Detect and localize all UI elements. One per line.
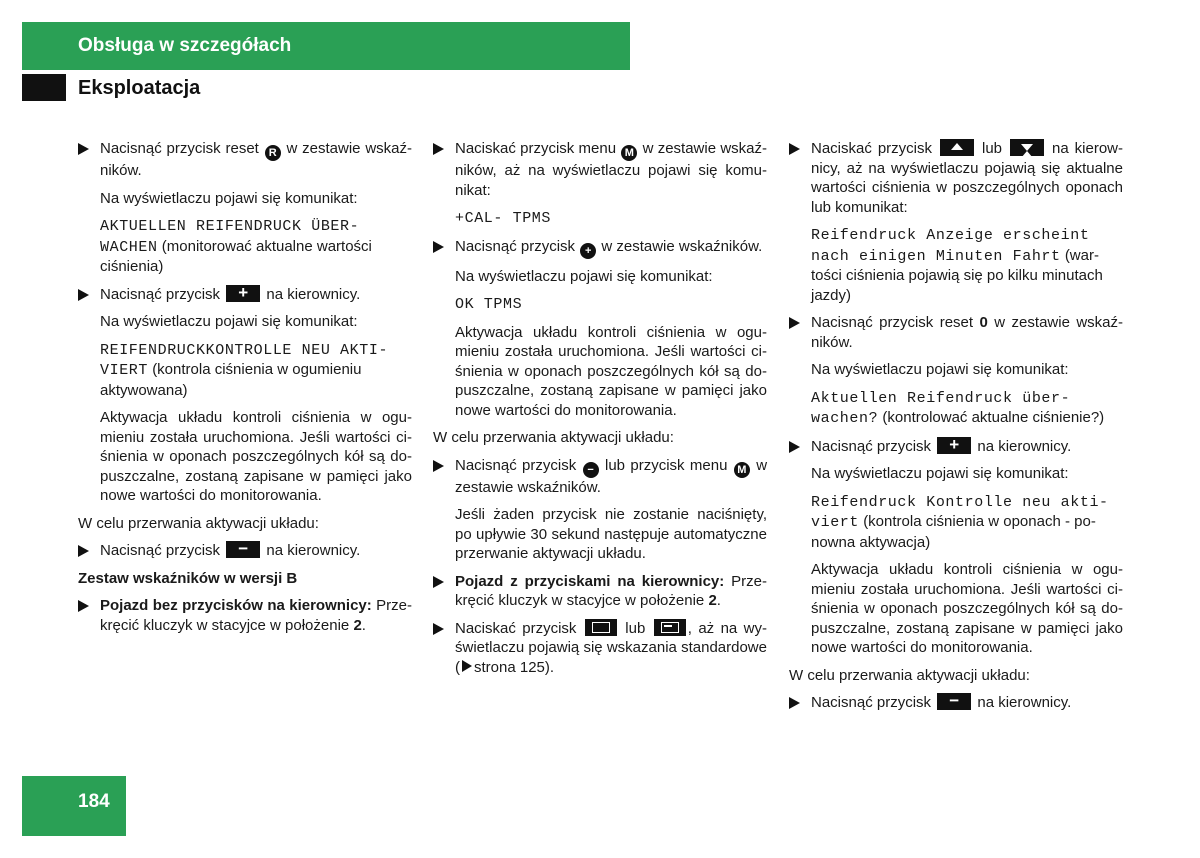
subsection-marker	[22, 74, 66, 101]
step	[433, 619, 767, 678]
step-text: Nacisnąć przycisk	[811, 694, 932, 711]
paragraph: Na wyświetlaczu pojawi się komunikat:	[100, 313, 358, 330]
step-text: .	[716, 592, 721, 609]
step-text: Nacisnąć przycisk reset	[811, 314, 974, 331]
step-text: , aż na wyświetlaczu pojawią się wskazania standardowe (	[455, 619, 768, 676]
page-reference-icon	[462, 660, 472, 672]
up-key-icon	[940, 139, 974, 156]
message-text: AKTUELLEN REIFENDRUCK ÜBER-WACHEN	[100, 218, 360, 256]
plus-key-icon	[937, 434, 971, 454]
key-glyph: −	[949, 691, 960, 710]
step-text: Nacisnąć przycisk reset	[100, 140, 259, 157]
down-key-icon	[1010, 139, 1044, 156]
key-position: 2	[708, 592, 717, 609]
step-text: Nacisnąć przycisk	[100, 285, 221, 303]
display-message	[811, 388, 1123, 429]
step	[789, 693, 1123, 713]
minus-key-icon	[226, 541, 260, 558]
subheading: Zestaw wskaźników w wersji B	[78, 569, 298, 587]
column-1	[78, 139, 412, 643]
step-text: na kierownicy.	[977, 437, 1072, 455]
paragraph: Na wyświetlaczu pojawi się komunikat:	[811, 465, 1069, 482]
step	[78, 282, 412, 305]
display-message	[455, 294, 767, 315]
step	[789, 139, 1123, 217]
step-arrow-icon	[789, 143, 800, 155]
step-text: Nacisnąć przycisk	[100, 542, 221, 559]
icon-frame	[661, 622, 679, 633]
reset-button-label: 0	[979, 314, 988, 331]
display-next-icon	[585, 619, 617, 636]
icon-line	[664, 625, 672, 627]
step-arrow-icon	[433, 143, 444, 155]
reset-button-icon: R	[265, 145, 281, 161]
step-condition: Pojazd z przyciskami na kierownicy:	[455, 572, 725, 590]
step-arrow-icon	[78, 545, 89, 557]
step	[433, 139, 767, 200]
step-text: na kierownicy.	[266, 542, 361, 559]
plus-button-icon: +	[580, 243, 596, 259]
paragraph: Aktywacja układu kontroli ciśnienia w ogumieniu została uruchomiona. Jeśli wartości ciśnienia w oponach poszczególnych kół są dopuszczalne, zostaną zapisane w pamięci jako nowe wartości do monitorowania.	[811, 561, 1123, 656]
step-arrow-icon	[789, 441, 800, 453]
message-translation: (monitorować aktualne wartości ciśnienia)	[100, 237, 372, 275]
minus-button-icon: −	[583, 462, 599, 478]
step-text: w zestawie wskaźników.	[455, 456, 768, 496]
display-previous-icon	[654, 619, 686, 636]
message-translation: (kontrola ciśnienia w oponach - ponowna aktywacja)	[811, 513, 1096, 551]
display-message	[100, 216, 412, 277]
step-text: Nacisnąć przycisk	[811, 437, 932, 455]
paragraph: Na wyświetlaczu pojawi się komunikat:	[100, 189, 358, 207]
step-text: lub przycisk menu	[604, 456, 728, 474]
display-message	[100, 340, 412, 401]
step	[78, 596, 412, 635]
page-number: 184	[78, 791, 110, 812]
message-text: REIFENDRUCKKONTROLLE NEU AKTI-VIERT	[100, 341, 389, 379]
paragraph: Jeśli żaden przycisk nie zostanie naciśnięty, po upływie 30 sekund następuje automatyczne przerwanie aktywacji układu.	[455, 506, 767, 562]
step-text: Nacisnąć przycisk	[455, 456, 577, 474]
paragraph: Na wyświetlaczu pojawi się komunikat:	[455, 267, 713, 285]
step	[433, 237, 767, 259]
step	[789, 434, 1123, 457]
paragraph: Aktywacja układu kontroli ciśnienia w ogumieniu została uruchomiona. Jeśli wartości ciśnienia w oponach poszczególnych kół są dopuszczalne, zostaną zapisane w pamięci jako nowe wartości do monitorowania.	[100, 409, 412, 504]
message-text: Reifendruck Anzeige erscheint nach einigen Minuten Fahrt	[811, 227, 1090, 265]
menu-button-icon: M	[621, 145, 637, 161]
icon-frame	[592, 622, 610, 633]
page-reference-text: strona 125).	[474, 658, 555, 676]
step-text: Naciskać przycisk menu	[455, 140, 617, 157]
paragraph: W celu przerwania aktywacji układu:	[433, 429, 674, 446]
step	[433, 572, 767, 611]
step-arrow-icon	[78, 600, 89, 612]
step-text: Naciskać przycisk	[811, 140, 933, 157]
paragraph: W celu przerwania aktywacji układu:	[789, 666, 1030, 684]
step-arrow-icon	[433, 460, 444, 472]
step-text: na kierownicy.	[266, 285, 361, 303]
message-translation: (kontrolować aktualne ciśnienie?)	[882, 409, 1105, 426]
key-glyph: +	[949, 434, 960, 454]
step-text: w zestawie wskaźników.	[601, 237, 763, 255]
step-arrow-icon	[789, 317, 800, 329]
column-3	[789, 139, 1123, 721]
message-text: Reifendruck Kontrolle neu akti-viert	[811, 493, 1109, 531]
step-text: Przekręcić kluczyk w stacyjce w położenie	[100, 597, 412, 634]
message-translation: (wartości ciśnienia pojawią się po kilku minutach jazdy)	[811, 246, 1103, 304]
step-text: .	[361, 616, 366, 634]
section-header-bar	[22, 22, 630, 70]
step	[789, 313, 1123, 352]
message-text: +CAL- TPMS	[455, 210, 552, 227]
step-text: Naciskać przycisk	[455, 619, 577, 637]
step-text: Przekręcić kluczyk w stacyjce w położenie	[455, 572, 767, 609]
page-number-box	[22, 776, 126, 836]
step-arrow-icon	[789, 697, 800, 709]
step-condition: Pojazd bez przycisków na kierownicy:	[100, 597, 372, 614]
up-arrow-icon	[951, 143, 963, 150]
minus-key-icon	[937, 693, 971, 710]
section-title: Obsługa w szczegółach	[78, 35, 292, 56]
display-message	[811, 225, 1123, 305]
subsection-title: Eksploatacja	[78, 77, 201, 99]
step-text: na kierownicy.	[977, 694, 1072, 711]
step-arrow-icon	[78, 143, 89, 155]
step	[433, 456, 767, 498]
display-message	[455, 208, 767, 229]
key-position: 2	[353, 616, 362, 634]
step-text: w zestawie wskaźników.	[100, 140, 413, 179]
message-translation: (kontrola ciśnienia w ogumieniu aktywowana)	[100, 361, 362, 399]
display-message	[811, 492, 1123, 553]
down-arrow-icon	[1021, 144, 1033, 158]
plus-key-icon	[226, 282, 260, 302]
step-arrow-icon	[78, 289, 89, 301]
paragraph: Na wyświetlaczu pojawi się komunikat:	[811, 361, 1069, 378]
step-text: na kierownicy, aż na wyświetlaczu pojawią się aktualne wartości ciśnienia w poszczególnych oponach lub komunikat:	[811, 140, 1123, 216]
step-text: w zestawie wskaźników, aż na wyświetlaczu pojawi się komunikat:	[455, 140, 767, 199]
step-text: Nacisnąć przycisk	[455, 237, 576, 255]
step-arrow-icon	[433, 576, 444, 588]
step-text: lub	[981, 140, 1003, 157]
step	[78, 541, 412, 561]
message-text: OK TPMS	[455, 296, 523, 313]
step-arrow-icon	[433, 623, 444, 635]
step	[78, 139, 412, 181]
key-glyph: −	[238, 539, 249, 558]
step-text: w zestawie wskaźników.	[811, 314, 1124, 351]
step-text: lub	[625, 619, 646, 637]
message-text: Aktuellen Reifendruck über-wachen?	[811, 389, 1071, 427]
menu-button-icon: M	[734, 462, 750, 478]
step-arrow-icon	[433, 241, 444, 253]
paragraph: W celu przerwania aktywacji układu:	[78, 514, 319, 532]
key-glyph: +	[238, 282, 249, 302]
column-2	[433, 139, 767, 685]
paragraph: Aktywacja układu kontroli ciśnienia w ogumieniu została uruchomiona. Jeśli wartości ciśnienia w oponach poszczególnych kół są dopuszczalne, zostaną zapisane w pamięci jako nowe wartości do monitorowania.	[455, 323, 767, 419]
